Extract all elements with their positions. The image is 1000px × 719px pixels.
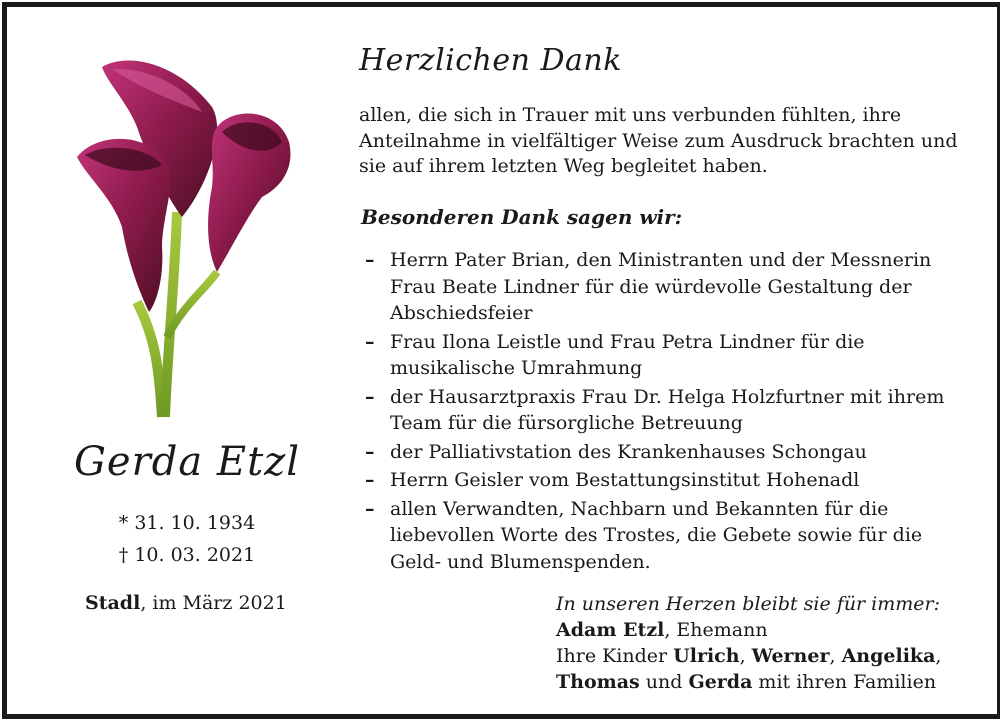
- dash-bullet: –: [365, 249, 375, 271]
- place-and-date: [85, 592, 287, 614]
- list-item: – der Hausarztpraxis Frau Dr. Helga Holzfurtner mit ihrem Team für die fürsorgliche Betreuung: [365, 385, 945, 434]
- dash-bullet: –: [365, 385, 375, 408]
- intro-text: allen, die sich in Trauer mit uns verbunden fühlten, ihre Anteilnahme in vielfältiger Weise zum Ausdruck brachten und sie auf ihrem letzten Weg begleitet haben.: [359, 104, 958, 177]
- list-item: – Herrn Geisler vom Bestattungsinstitut Hohenadl: [359, 467, 979, 494]
- closing-block: [556, 591, 976, 695]
- dash-bullet: –: [365, 440, 375, 463]
- calla-lily-image: [67, 47, 307, 427]
- birth-date: * 31. 10. 1934: [118, 512, 256, 534]
- children-line-2: Thomas und Gerda mit ihren Familien: [556, 671, 937, 693]
- death-date: † 10. 03. 2021: [118, 544, 256, 566]
- husband-line: Adam Etzl, Ehemann: [556, 619, 768, 641]
- children-line: Ihre Kinder Ulrich, Werner, Angelika,: [556, 645, 942, 667]
- dash-bullet: –: [365, 497, 375, 520]
- list-item: – Frau Ilona Leistle und Frau Petra Lindner für die musikalische Umrahmung: [365, 330, 865, 379]
- dash-bullet: –: [365, 469, 375, 491]
- list-item: – Herrn Pater Brian, den Ministranten und der Messnerin Frau Beate Lindner für die würdevolle Gestaltung der Abschiedsfeier: [365, 249, 932, 324]
- thanks-list: [359, 247, 979, 577]
- place-town: Stadl: [85, 592, 141, 614]
- obituary-frame: [2, 2, 1000, 719]
- life-dates: [47, 507, 327, 571]
- heading: Herzlichen Dank: [359, 43, 622, 78]
- subheading: Besonderen Dank sagen wir:: [361, 205, 683, 229]
- dash-bullet: –: [365, 330, 375, 353]
- list-item: – der Palliativstation des Krankenhauses Schongau: [359, 439, 979, 466]
- place-date: , im März 2021: [140, 592, 287, 614]
- motto: In unseren Herzen bleibt sie für immer:: [556, 593, 941, 615]
- list-item: – allen Verwandten, Nachbarn und Bekannten für die liebevollen Worte des Trostes, die Gebete sowie für die Geld- und Blumenspenden.: [365, 497, 923, 573]
- deceased-name: Gerda Etzl: [73, 439, 301, 485]
